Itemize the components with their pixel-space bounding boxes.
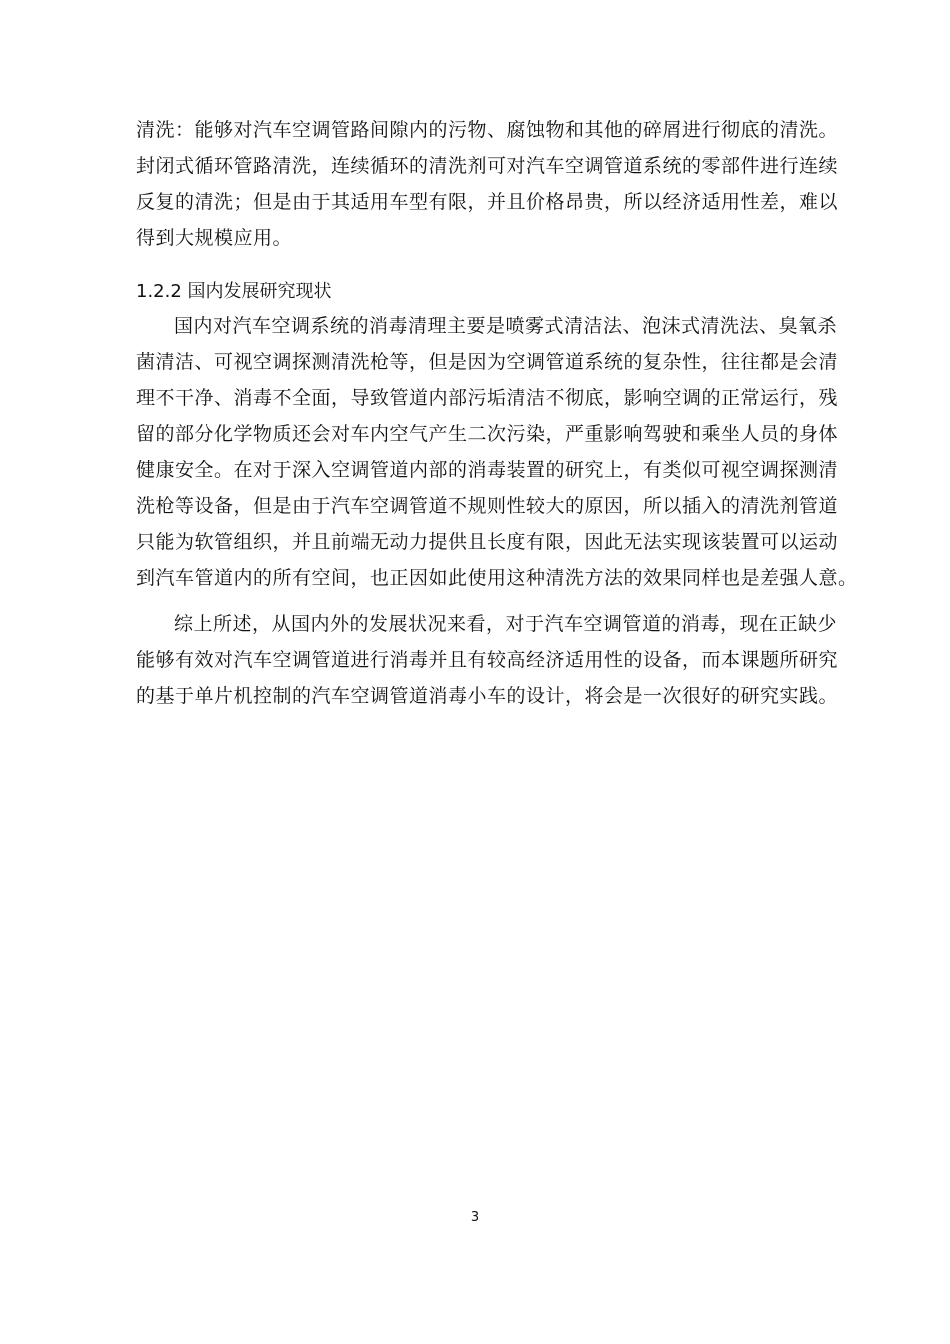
paragraph-1-line-1: 清洗：能够对汽车空调管路间隙内的污物、腐蚀物和其他的碎屑进行彻底的清洗。 xyxy=(136,119,839,141)
paragraph-2-line-7: 只能为软管组织，并且前端无动力提供且长度有限，因此无法实现该装置可以运动 xyxy=(136,531,839,553)
paragraph-2-line-1: 国内对汽车空调系统的消毒清理主要是喷雾式清洁法、泡沫式清洗法、臭氧杀 xyxy=(174,315,838,337)
paragraph-2-line-8: 到汽车管道内的所有空间，也正因如此使用这种清洗方法的效果同样也是差强人意。 xyxy=(136,567,858,589)
paragraph-2-line-2: 菌清洁、可视空调探测清洗枪等，但是因为空调管道系统的复杂性，往往都是会清 xyxy=(136,351,839,373)
paragraph-3-line-3: 的基于单片机控制的汽车空调管道消毒小车的设计，将会是一次很好的研究实践。 xyxy=(136,685,839,707)
paragraph-3-line-2: 能够有效对汽车空调管道进行消毒并且有较高经济适用性的设备，而本课题所研究 xyxy=(136,649,839,671)
paragraph-1-line-4: 得到大规模应用。 xyxy=(136,227,293,249)
paragraph-1-line-3: 反复的清洗；但是由于其适用车型有限，并且价格昂贵，所以经济适用性差，难以 xyxy=(136,191,839,213)
paragraph-2-line-3: 理不干净、消毒不全面，导致管道内部污垢清洁不彻底，影响空调的正常运行，残 xyxy=(136,387,839,409)
paragraph-2-line-6: 洗枪等设备，但是由于汽车空调管道不规则性较大的原因，所以插入的清洗剂管道 xyxy=(136,495,839,517)
section-heading: 1.2.2 国内发展研究现状 xyxy=(136,281,332,302)
paragraph-2-line-4: 留的部分化学物质还会对车内空气产生二次污染，严重影响驾驶和乘坐人员的身体 xyxy=(136,423,839,445)
paragraph-3-line-1: 综上所述，从国内外的发展状况来看，对于汽车空调管道的消毒，现在正缺少 xyxy=(174,613,838,635)
paragraph-1-line-2: 封闭式循环管路清洗，连续循环的清洗剂可对汽车空调管道系统的零部件进行连续 xyxy=(136,155,839,177)
paragraph-2-line-5: 健康安全。在对于深入空调管道内部的消毒装置的研究上，有类似可视空调探测清 xyxy=(136,459,839,481)
page-number: 3 xyxy=(470,1210,480,1225)
